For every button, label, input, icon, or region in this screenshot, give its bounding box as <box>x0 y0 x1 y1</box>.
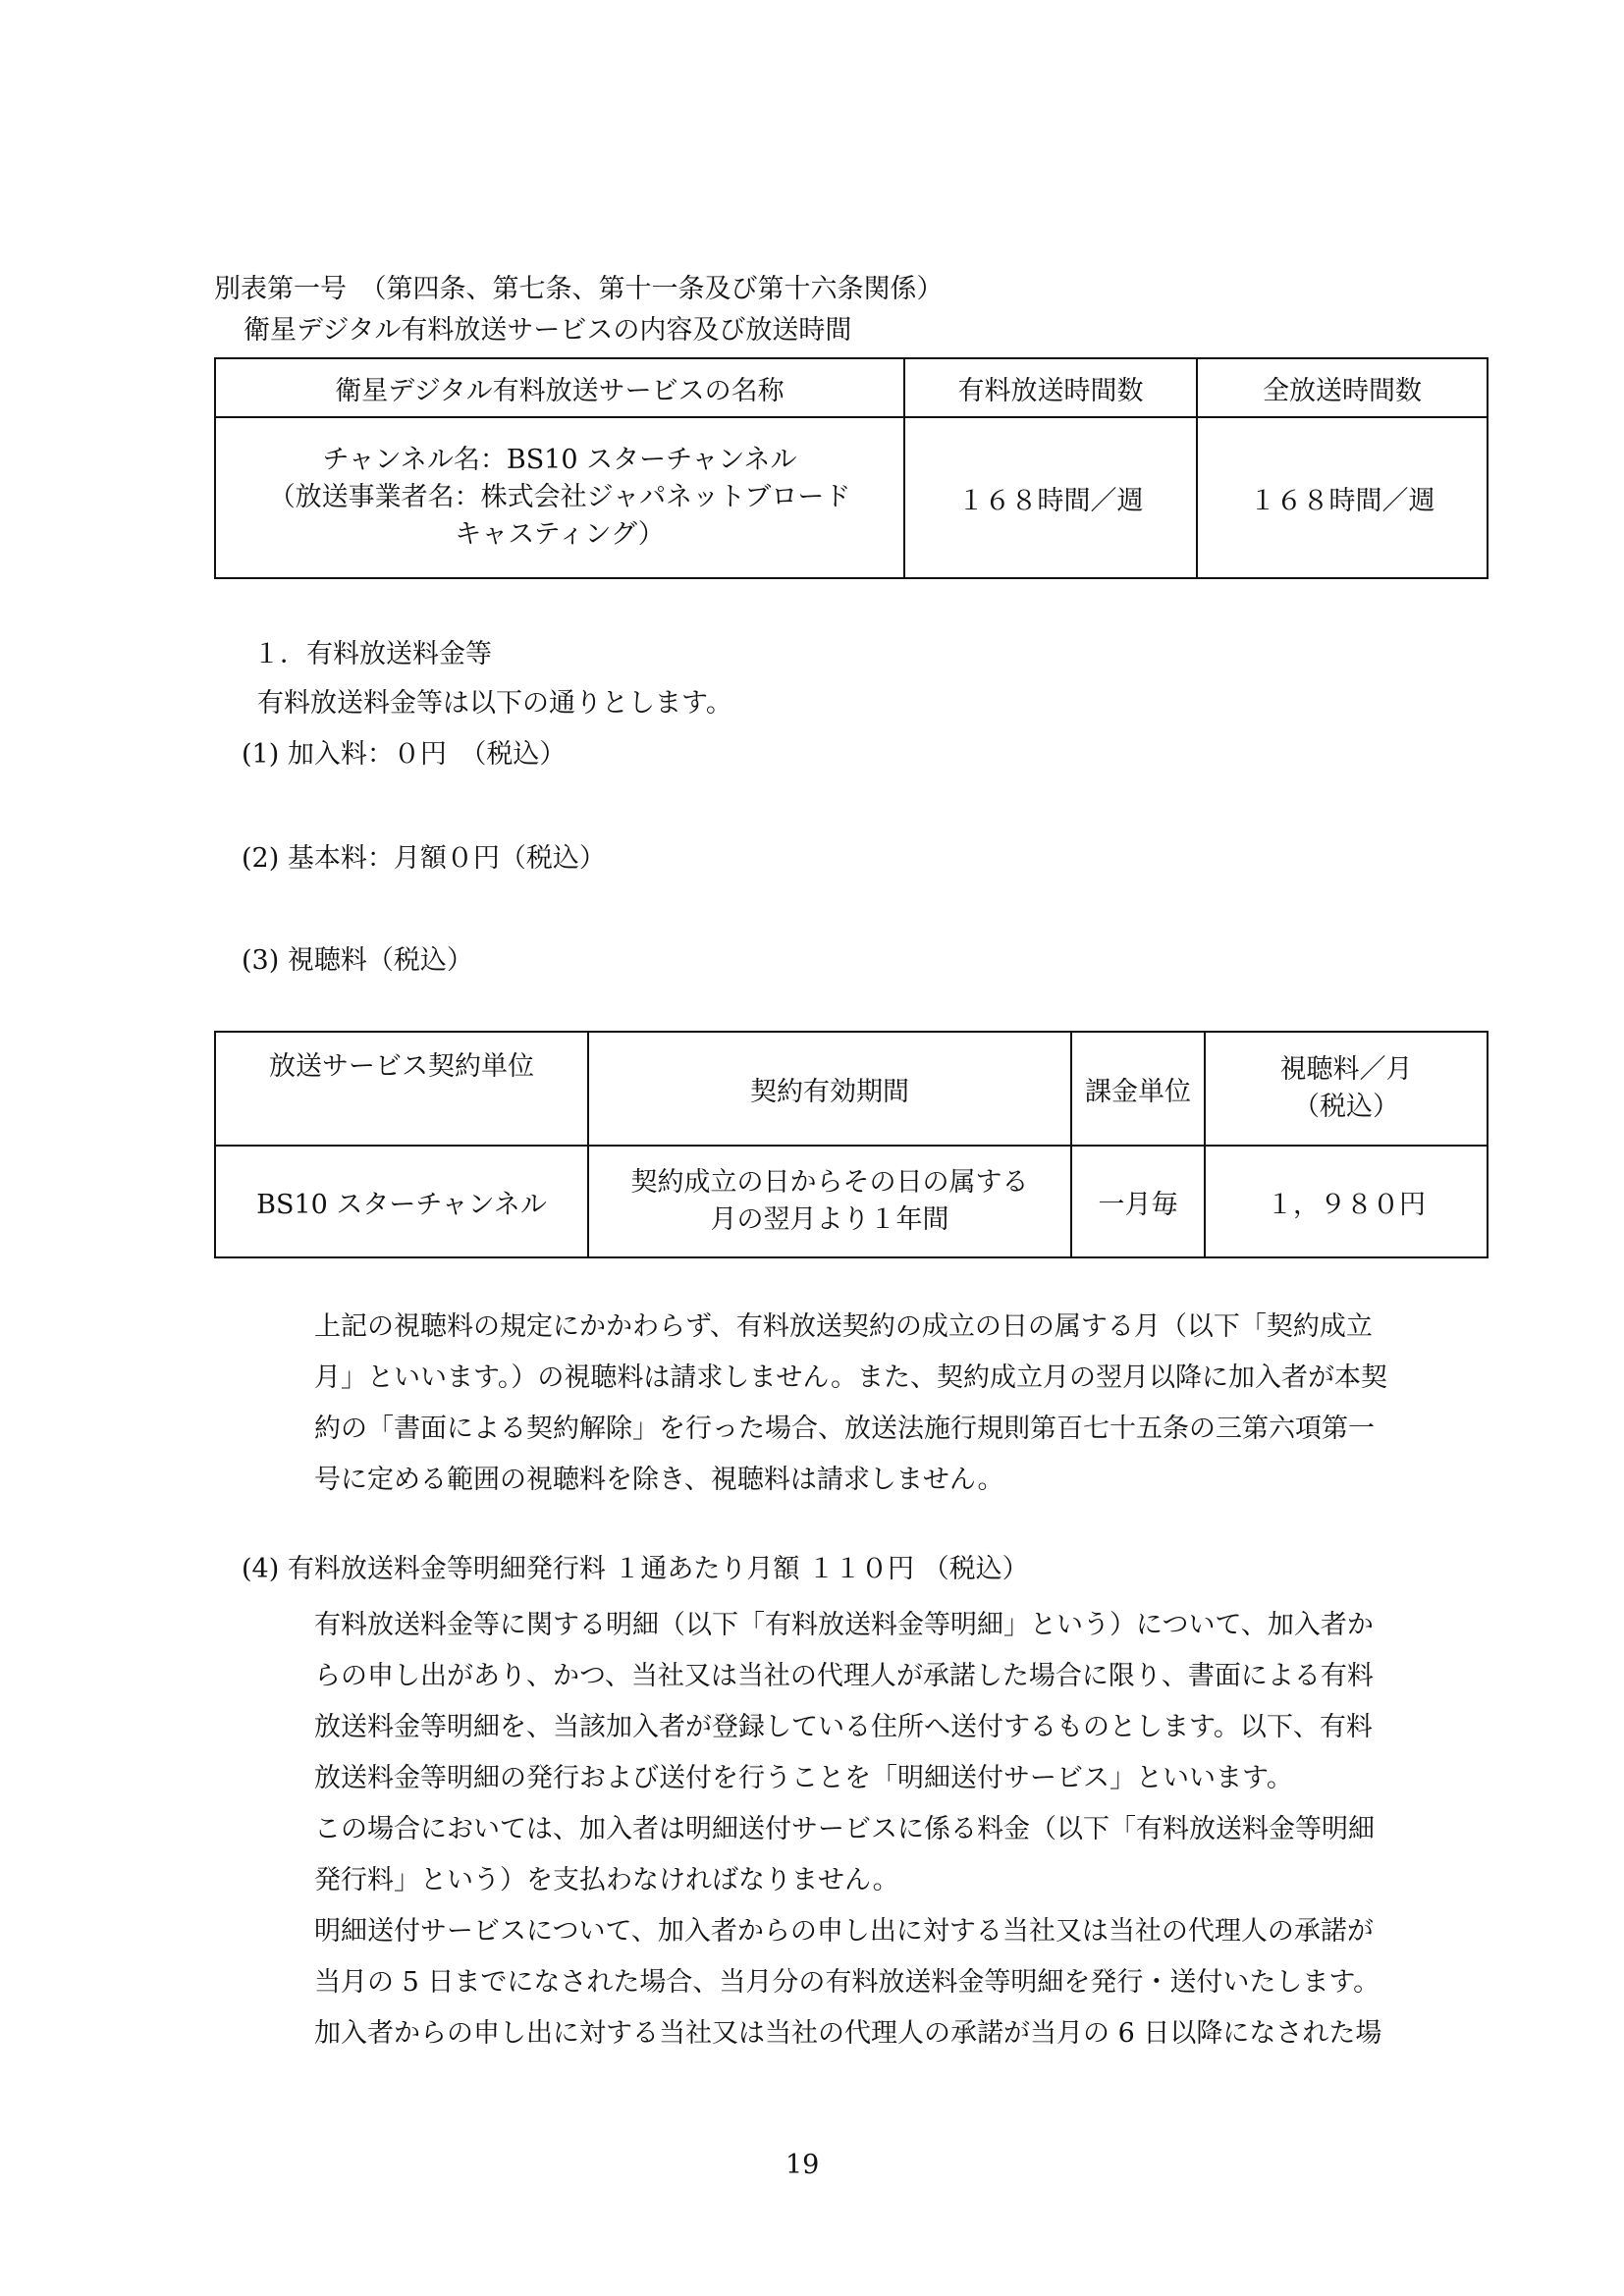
item-statement-fee: (4) 有料放送料金等明細発行料 １通あたり月額 １１０円 （税込） <box>242 1554 1029 1584</box>
fee-period-line: 契約成立の日からその日の属する <box>630 1167 1029 1198</box>
document-subtitle: 衛星デジタル有料放送サービスの内容及び放送時間 <box>244 315 852 346</box>
paragraph-line: この場合においては、加入者は明細送付サービスに係る料金（以下「有料放送料金等明細 <box>314 1814 1375 1844</box>
paragraph-line: らの申し出があり、かつ、当社又は当社の代理人が承諾した場合に限り、書面による有料 <box>314 1661 1374 1691</box>
item-admission-fee: (1) 加入料：０円 （税込） <box>242 739 567 770</box>
fee-billing-cell: 一月毎 <box>1071 1146 1205 1257</box>
paragraph-line: 放送料金等明細を、当該加入者が登録している住所へ送付するものとします。以下、有料 <box>314 1712 1373 1742</box>
fee-header-line: 視聴料／月 <box>1279 1054 1413 1085</box>
section-heading: １．有料放送料金等 <box>253 639 492 669</box>
paragraph-line: 上記の視聴料の規定にかかわらず、有料放送契約の成立の日の属する月（以下「契約成立 <box>314 1311 1373 1342</box>
service-name-cell <box>215 417 904 578</box>
service-table-header-name: 衛星デジタル有料放送サービスの名称 <box>215 358 904 417</box>
service-name-line: （放送事業者名：株式会社ジャパネットブロード <box>268 482 851 512</box>
paragraph-line: 月」といいます。）の視聴料は請求しません。また、契約成立月の翌月以降に加入者が本契 <box>314 1362 1387 1393</box>
fee-period-line: 月の翌月より１年間 <box>710 1204 949 1235</box>
paragraph-line: 発行料」という）を支払わなければなりません。 <box>314 1865 899 1896</box>
service-table <box>214 357 1489 579</box>
paragraph-line: 明細送付サービスについて、加入者からの申し出に対する当社又は当社の代理人の承諾が <box>314 1916 1374 1947</box>
service-table-header-paid-hours: 有料放送時間数 <box>904 358 1197 417</box>
paragraph-line: 約の「書面による契約解除」を行った場合、放送法施行規則第百七十五条の三第六項第一 <box>314 1414 1375 1444</box>
paid-hours-cell: １６８時間／週 <box>904 417 1197 578</box>
fee-amount-cell: １，９８０円 <box>1205 1146 1488 1257</box>
paragraph-line: 放送料金等明細の発行および送付を行うことを「明細送付サービス」といいます。 <box>314 1763 1293 1793</box>
service-name-line: キャスティング） <box>455 519 665 550</box>
service-table-header-total-hours: 全放送時間数 <box>1197 358 1488 417</box>
fee-header-line: （税込） <box>1293 1092 1399 1122</box>
page-number: 19 <box>785 2150 820 2180</box>
service-name-line: チャンネル名：BS10 スターチャンネル <box>322 445 797 475</box>
fee-table-header-unit <box>215 1032 588 1146</box>
fee-table <box>214 1031 1489 1258</box>
fee-table-header-unit-label: 放送サービス契約単位 <box>269 1051 534 1082</box>
item-viewing-fee: (3) 視聴料（税込） <box>242 945 473 976</box>
table-reference: 別表第一号 （第四条、第七条、第十一条及び第十六条関係） <box>214 274 944 304</box>
fee-unit-cell: BS10 スターチャンネル <box>215 1146 588 1257</box>
viewing-fee-note <box>314 1302 1489 1506</box>
section-intro: 有料放送料金等は以下の通りとします。 <box>257 688 732 719</box>
paragraph-line: 有料放送料金等に関する明細（以下「有料放送料金等明細」という）について、加入者か <box>314 1610 1374 1640</box>
fee-table-header-period: 契約有効期間 <box>588 1032 1071 1146</box>
paragraph-line: 加入者からの申し出に対する当社又は当社の代理人の承諾が当月の 6 日以降になされた場 <box>314 2018 1382 2049</box>
paragraph-line: 当月の 5 日までになされた場合、当月分の有料放送料金等明細を発行・送付いたします。 <box>314 1967 1380 1998</box>
fee-table-header-fee <box>1205 1032 1488 1146</box>
item-basic-fee: (2) 基本料：月額０円（税込） <box>242 843 606 874</box>
total-hours-cell: １６８時間／週 <box>1197 417 1488 578</box>
statement-fee-paragraph <box>314 1600 1489 2059</box>
fee-table-header-billing: 課金単位 <box>1071 1032 1205 1146</box>
paragraph-line: 号に定める範囲の視聴料を除き、視聴料は請求しません。 <box>314 1465 1004 1495</box>
fee-period-cell <box>588 1146 1071 1257</box>
